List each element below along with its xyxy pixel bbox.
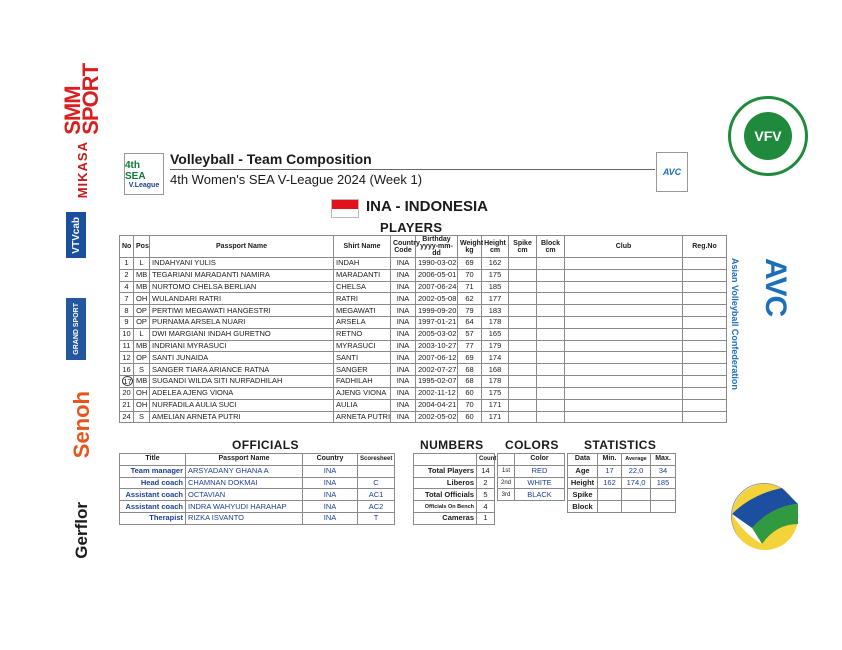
col-height: Height cm	[482, 236, 509, 258]
col-spike: Spike cm	[509, 236, 537, 258]
official-scoresheet: AC1	[358, 489, 395, 501]
player-no: 16	[120, 364, 134, 376]
player-pos: S	[134, 364, 150, 376]
player-code: INA	[391, 258, 416, 270]
col-block: Block cm	[537, 236, 565, 258]
numbers-value: 2	[477, 477, 495, 489]
official-country: INA	[303, 512, 358, 524]
player-code: INA	[391, 411, 416, 423]
player-weight: 69	[458, 258, 482, 270]
official-name: INDRA WAHYUDI HARAHAP	[186, 501, 303, 513]
player-birthday: 2005-03-02	[416, 328, 458, 340]
numbers-label: Total Players	[414, 465, 477, 477]
player-code: INA	[391, 293, 416, 305]
table-row	[414, 501, 495, 513]
player-height: 162	[482, 258, 509, 270]
col-max: Max.	[651, 454, 676, 466]
numbers-table	[413, 453, 495, 525]
player-weight: 79	[458, 305, 482, 317]
player-no: 20	[120, 387, 134, 399]
official-scoresheet	[358, 465, 395, 477]
color-value: RED	[515, 465, 565, 477]
players-table	[119, 235, 727, 423]
player-shirt: SANGER	[334, 364, 391, 376]
players-header-row	[120, 236, 727, 258]
player-birthday: 2006-05-01	[416, 269, 458, 281]
player-name: NURTOMO CHELSA BERLIAN	[150, 281, 334, 293]
player-shirt: MARADANTI	[334, 269, 391, 281]
player-height: 178	[482, 316, 509, 328]
player-weight: 57	[458, 328, 482, 340]
numbers-label: Officials On Bench	[414, 501, 477, 513]
stat-max	[651, 489, 676, 501]
player-weight: 77	[458, 340, 482, 352]
color-index: 1st	[498, 465, 515, 477]
player-shirt: RATRI	[334, 293, 391, 305]
player-weight: 70	[458, 269, 482, 281]
stat-min: 162	[598, 477, 622, 489]
player-shirt: SANTI	[334, 352, 391, 364]
table-row	[120, 352, 727, 364]
player-height: 168	[482, 364, 509, 376]
official-country: INA	[303, 501, 358, 513]
player-no: 10	[120, 328, 134, 340]
stat-average	[622, 489, 651, 501]
player-code: INA	[391, 352, 416, 364]
col-min: Min.	[598, 454, 622, 466]
colors-table	[497, 453, 565, 501]
player-name: WULANDARI RATRI	[150, 293, 334, 305]
table-row	[120, 512, 395, 524]
vfv-logo: VFV	[728, 96, 808, 176]
table-row	[568, 477, 676, 489]
indonesia-flag	[331, 199, 359, 218]
player-height: 171	[482, 411, 509, 423]
player-no: 7	[120, 293, 134, 305]
table-row	[568, 501, 676, 513]
player-code: INA	[391, 364, 416, 376]
smm-sport-logo: SMM SPORT	[60, 63, 103, 135]
official-name: CHAMNAN DOKMAI	[186, 477, 303, 489]
player-weight: 68	[458, 375, 482, 387]
col-club: Club	[565, 236, 683, 258]
numbers-value: 14	[477, 465, 495, 477]
col-country-code: Country Code	[391, 236, 416, 258]
player-name: TEGARIANI MARADANTI NAMIRA	[150, 269, 334, 281]
player-weight: 60	[458, 411, 482, 423]
player-shirt: AJENG VIONA	[334, 387, 391, 399]
player-birthday: 1999-09-20	[416, 305, 458, 317]
player-name: DWI MARGIANI INDAH GURETNO	[150, 328, 334, 340]
table-row	[120, 375, 727, 387]
player-height: 178	[482, 375, 509, 387]
avc-header-logo: AVC	[656, 152, 688, 192]
player-weight: 70	[458, 399, 482, 411]
player-code: INA	[391, 399, 416, 411]
official-title: Assistant coach	[120, 489, 186, 501]
numbers-label: Total Officials	[414, 489, 477, 501]
numbers-header-row	[414, 454, 495, 466]
player-no: 2	[120, 269, 134, 281]
sea-vleague-logo: 4th SEA V.League	[124, 153, 164, 195]
player-weight: 62	[458, 293, 482, 305]
player-code: INA	[391, 387, 416, 399]
table-row	[120, 258, 727, 270]
table-row	[120, 489, 395, 501]
stat-label: Block	[568, 501, 598, 513]
table-row	[120, 305, 727, 317]
player-pos: OH	[134, 293, 150, 305]
official-country: INA	[303, 489, 358, 501]
player-birthday: 2002-05-08	[416, 293, 458, 305]
player-pos: MB	[134, 375, 150, 387]
table-row	[120, 328, 727, 340]
player-no: 4	[120, 281, 134, 293]
player-height: 171	[482, 399, 509, 411]
player-height: 185	[482, 281, 509, 293]
player-code: INA	[391, 316, 416, 328]
player-code: INA	[391, 281, 416, 293]
col-shirt-name: Shirt Name	[334, 236, 391, 258]
statistics-header-row	[568, 454, 676, 466]
player-shirt: INDAH	[334, 258, 391, 270]
event-subtitle: 4th Women's SEA V-League 2024 (Week 1)	[170, 172, 423, 187]
table-row	[120, 465, 395, 477]
stat-max: 185	[651, 477, 676, 489]
table-row	[498, 477, 565, 489]
table-row	[120, 364, 727, 376]
numbers-heading: NUMBERS	[420, 438, 484, 452]
color-value: WHITE	[515, 477, 565, 489]
player-weight: 60	[458, 387, 482, 399]
player-height: 165	[482, 328, 509, 340]
official-title: Head coach	[120, 477, 186, 489]
table-row	[414, 465, 495, 477]
grand-sport-logo: GRAND SPORT	[66, 298, 86, 360]
player-no: 11	[120, 340, 134, 352]
table-row	[120, 316, 727, 328]
numbers-label: Liberos	[414, 477, 477, 489]
stat-average: 22,0	[622, 465, 651, 477]
table-row	[120, 411, 727, 423]
col-data: Data	[568, 454, 598, 466]
volleyball-icon	[731, 483, 797, 549]
official-country: INA	[303, 477, 358, 489]
player-no-captain	[120, 375, 134, 387]
mikasa-logo: MIKASA	[74, 141, 90, 199]
avc-vertical-logo: Asian Volleyball Confederation AVC	[730, 258, 792, 390]
player-code: INA	[391, 340, 416, 352]
player-pos: L	[134, 328, 150, 340]
player-shirt: ARSELA	[334, 316, 391, 328]
col-color: Color	[515, 454, 565, 466]
officials-heading: OFFICIALS	[232, 438, 299, 452]
official-title: Assistant coach	[120, 501, 186, 513]
col-no: No	[120, 236, 134, 258]
stat-min	[598, 489, 622, 501]
player-height: 177	[482, 293, 509, 305]
official-name: ARSYADANY GHANA A	[186, 465, 303, 477]
player-birthday: 2002-07-27	[416, 364, 458, 376]
player-shirt: RETNO	[334, 328, 391, 340]
official-scoresheet: AC2	[358, 501, 395, 513]
player-pos: MB	[134, 340, 150, 352]
player-pos: OH	[134, 399, 150, 411]
statistics-heading: STATISTICS	[584, 438, 657, 452]
official-title: Team manager	[120, 465, 186, 477]
player-name: PERTIWI MEGAWATI HANGESTRI	[150, 305, 334, 317]
official-scoresheet: C	[358, 477, 395, 489]
player-name: INDRIANI MYRASUCI	[150, 340, 334, 352]
player-shirt: MYRASUCI	[334, 340, 391, 352]
numbers-value: 4	[477, 501, 495, 513]
colors-heading: COLORS	[505, 438, 559, 452]
player-pos: OP	[134, 305, 150, 317]
player-weight: 69	[458, 352, 482, 364]
player-no: 1	[120, 258, 134, 270]
player-height: 175	[482, 269, 509, 281]
player-pos: MB	[134, 269, 150, 281]
player-name: INDAHYANI YULIS	[150, 258, 334, 270]
color-index: 2nd	[498, 477, 515, 489]
col-count: Count	[477, 454, 495, 466]
player-birthday: 2003-10-27	[416, 340, 458, 352]
stat-average: 174,0	[622, 477, 651, 489]
col-reg-no: Reg.No	[683, 236, 727, 258]
official-title: Therapist	[120, 512, 186, 524]
player-birthday: 2002-11-12	[416, 387, 458, 399]
col-title: Title	[120, 454, 186, 466]
player-code: INA	[391, 269, 416, 281]
player-name: SANTI JUNAIDA	[150, 352, 334, 364]
player-name: PURNAMA ARSELA NUARI	[150, 316, 334, 328]
captain-marker: 17	[123, 376, 132, 386]
numbers-value: 1	[477, 512, 495, 524]
vtvcab-logo: VTVcab	[66, 212, 86, 258]
table-row	[498, 465, 565, 477]
player-pos: OP	[134, 352, 150, 364]
player-name: SUGANDI WILDA SITI NURFADHILAH	[150, 375, 334, 387]
player-birthday: 2007-06-24	[416, 281, 458, 293]
table-row	[120, 399, 727, 411]
gerflor-logo: Gerflor	[72, 501, 91, 559]
table-row	[120, 293, 727, 305]
table-row	[414, 489, 495, 501]
player-pos: S	[134, 411, 150, 423]
statistics-table	[567, 453, 676, 513]
stat-label: Height	[568, 477, 598, 489]
player-no: 9	[120, 316, 134, 328]
table-row	[120, 501, 395, 513]
col-passport-name: Passport Name	[186, 454, 303, 466]
col-country: Country	[303, 454, 358, 466]
table-row	[120, 269, 727, 281]
stat-max	[651, 501, 676, 513]
player-pos: MB	[134, 281, 150, 293]
table-row	[120, 477, 395, 489]
table-row	[498, 489, 565, 501]
player-weight: 71	[458, 281, 482, 293]
player-weight: 64	[458, 316, 482, 328]
player-code: INA	[391, 305, 416, 317]
stat-average	[622, 501, 651, 513]
stat-label: Spike	[568, 489, 598, 501]
player-height: 175	[482, 387, 509, 399]
senoh-logo: Senoh	[69, 391, 94, 459]
player-weight: 68	[458, 364, 482, 376]
colors-header-row	[498, 454, 565, 466]
player-birthday: 2004-04-21	[416, 399, 458, 411]
player-birthday: 1990-03-02	[416, 258, 458, 270]
player-no: 12	[120, 352, 134, 364]
player-pos: OH	[134, 387, 150, 399]
player-shirt: FADHILAH	[334, 375, 391, 387]
player-code: INA	[391, 328, 416, 340]
official-name: RIZKA ISVANTO	[186, 512, 303, 524]
player-birthday: 1997-01-21	[416, 316, 458, 328]
player-code: INA	[391, 375, 416, 387]
player-pos: L	[134, 258, 150, 270]
table-row	[414, 477, 495, 489]
player-name: AMELIAN ARNETA PUTRI	[150, 411, 334, 423]
team-name: INA - INDONESIA	[366, 198, 488, 215]
stat-min: 17	[598, 465, 622, 477]
official-country: INA	[303, 465, 358, 477]
player-no: 24	[120, 411, 134, 423]
col-pos: Pos	[134, 236, 150, 258]
player-no: 21	[120, 399, 134, 411]
player-no: 8	[120, 305, 134, 317]
col-average: Average	[622, 454, 651, 466]
players-heading: PLAYERS	[380, 220, 443, 235]
table-row	[568, 465, 676, 477]
player-name: ADELEA AJENG VIONA	[150, 387, 334, 399]
player-name: SANGER TIARA ARIANCE RATNA	[150, 364, 334, 376]
numbers-label: Cameras	[414, 512, 477, 524]
player-pos: OP	[134, 316, 150, 328]
col-passport-name: Passport Name	[150, 236, 334, 258]
stat-min	[598, 501, 622, 513]
player-height: 183	[482, 305, 509, 317]
player-shirt: MEGAWATI	[334, 305, 391, 317]
official-scoresheet: T	[358, 512, 395, 524]
stat-label: Age	[568, 465, 598, 477]
table-row	[120, 387, 727, 399]
table-row	[568, 489, 676, 501]
page-title: Volleyball - Team Composition	[170, 151, 372, 167]
table-row	[414, 512, 495, 524]
player-birthday: 2007-06-12	[416, 352, 458, 364]
col-weight: Weight kg	[458, 236, 482, 258]
player-height: 174	[482, 352, 509, 364]
color-value: BLACK	[515, 489, 565, 501]
officials-table	[119, 453, 395, 525]
col-birthday: Birthday yyyy-mm-dd	[416, 236, 458, 258]
table-row	[120, 340, 727, 352]
numbers-value: 5	[477, 489, 495, 501]
player-birthday: 2002-05-02	[416, 411, 458, 423]
color-index: 3rd	[498, 489, 515, 501]
table-row	[120, 281, 727, 293]
player-shirt: ARNETA PUTRI	[334, 411, 391, 423]
player-shirt: CHELSA	[334, 281, 391, 293]
official-name: OCTAVIAN	[186, 489, 303, 501]
stat-max: 34	[651, 465, 676, 477]
header-divider	[170, 169, 655, 170]
player-birthday: 1995-02-07	[416, 375, 458, 387]
officials-header-row	[120, 454, 395, 466]
player-height: 179	[482, 340, 509, 352]
player-name: NURFADILA AULIA SUCI	[150, 399, 334, 411]
player-shirt: AULIA	[334, 399, 391, 411]
col-scoresheet: Scoresheet	[358, 454, 395, 466]
